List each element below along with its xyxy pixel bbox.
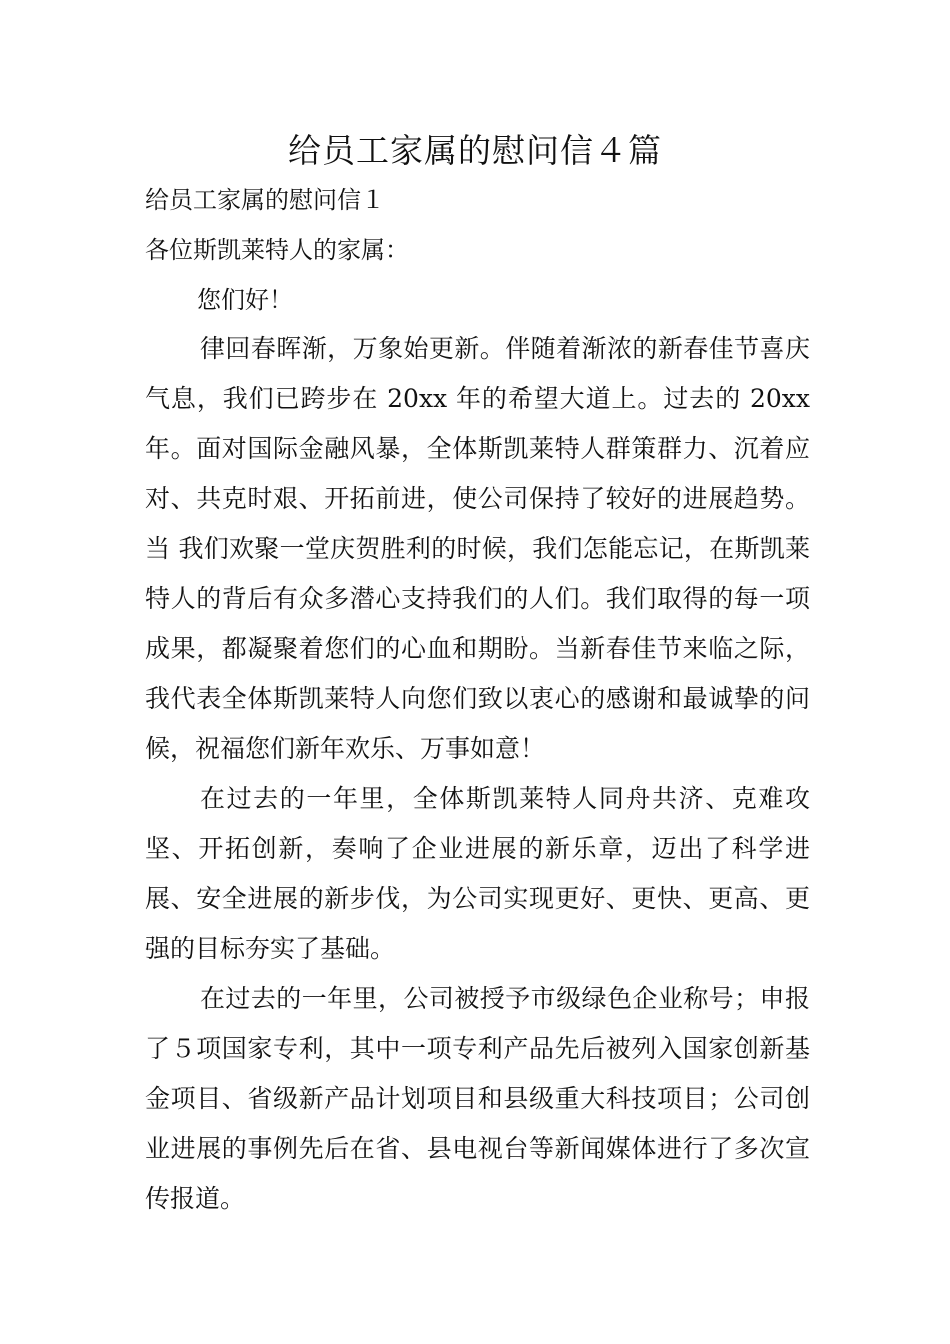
greeting: 您们好！ (197, 286, 293, 314)
paragraph: 在过去的一年里，全体斯凯莱特人同舟共济、克难攻坚、开拓创新，奏响了企业进展的新乐章，迈出了科学进展、安全进展的新步伐，为公司实现更好、更快、更高、更强的目标夯实了基础。 (145, 784, 810, 963)
letter-body (145, 324, 810, 1224)
paragraph: 在过去的一年里，公司被授予市级绿色企业称号；申报了５项国家专利，其中一项专利产品先后被列入国家创新基金项目、省级新产品计划项目和县级重大科技项目；公司创业进展的事例先后在省、县电视台等新闻媒体进行了多次宣传报道。 (145, 984, 810, 1213)
document-title: 给员工家属的慰问信４篇 (288, 131, 662, 170)
salutation: 各位斯凯莱特人的家属： (145, 236, 409, 264)
letter-subtitle: 给员工家属的慰问信１ (145, 186, 385, 214)
paragraph: 律回春晖渐，万象始更新。伴随着渐浓的新春佳节喜庆气息，我们已跨步在 20xx 年的希望大道上。过去的 20xx 年。面对国际金融风暴，全体斯凯莱特人群策群力、沉着应对、共克时艰、开拓前进，使公司保持了较好的进展趋势。当 我们欢聚一堂庆贺胜利的时候，我们怎能忘记，在斯凯莱特人的背后有众多潜心支持我们的人们。我们取得的每一项成果，都凝聚着您们的心血和期盼。当新春佳节来临之际，我代表全体斯凯莱特人向您们致以衷心的感谢和最诚挚的问候，祝福您们新年欢乐、万事如意！ (145, 334, 810, 763)
